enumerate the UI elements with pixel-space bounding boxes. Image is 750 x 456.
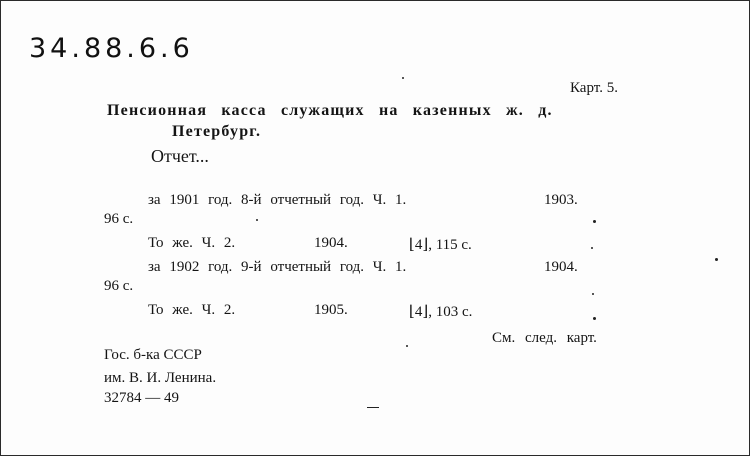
library-line-2: им. В. И. Ленина.	[104, 370, 217, 386]
entry-2-format: ⌊4⌋, 115 с.	[409, 237, 472, 253]
see-next-card: См. след. карт.	[492, 330, 597, 346]
entry-3-pages: 96 с.	[104, 278, 134, 294]
entry-1-text: за 1901 год. 8-й отчетный год. Ч. 1.	[148, 192, 407, 208]
scan-speck	[402, 77, 404, 79]
title: Отчет...	[151, 146, 209, 166]
scan-speck	[593, 220, 596, 223]
entry-3-text: за 1902 год. 9-й отчетный год. Ч. 1.	[148, 259, 407, 275]
scan-speck	[591, 247, 593, 249]
entry-4-format: ⌊4⌋, 103 с.	[409, 304, 473, 320]
card-number: Карт. 5.	[570, 80, 618, 96]
entry-4-year: 1905.	[314, 302, 348, 318]
library-line-1: Гос. б-ка СССР	[104, 347, 202, 363]
entry-3-year: 1904.	[544, 259, 578, 275]
entry-1-year: 1903.	[544, 192, 578, 208]
entry-2-year: 1904.	[314, 235, 348, 251]
handwritten-shelfmark: 34.88.6.6	[29, 33, 194, 64]
scan-speck	[715, 258, 718, 261]
library-code: 32784 — 49	[104, 390, 179, 406]
heading-line-2: Петербург.	[172, 123, 262, 140]
entry-2-text: То же. Ч. 2.	[148, 235, 236, 251]
scan-speck	[406, 345, 408, 347]
pen-stroke	[367, 407, 379, 408]
entry-1-pages: 96 с.	[104, 211, 134, 227]
scan-speck	[593, 317, 596, 320]
entry-4-text: То же. Ч. 2.	[148, 302, 236, 318]
heading-line-1: Пенсионная касса служащих на казенных ж. д.	[107, 102, 553, 119]
scan-speck	[592, 293, 594, 295]
scan-speck	[256, 219, 258, 221]
